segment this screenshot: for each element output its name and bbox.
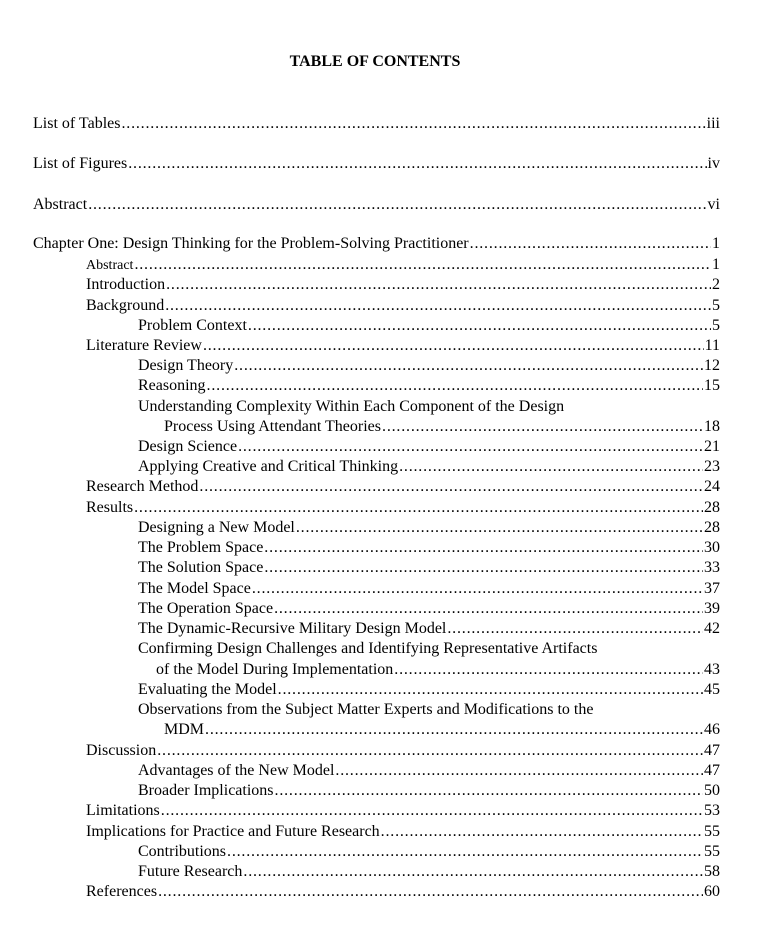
dot-leader: [165, 296, 711, 316]
toc-entry-label: Reasoning: [138, 377, 206, 394]
toc-entry-page: 24: [704, 478, 720, 495]
toc-entry-dynamic-recursive-model[interactable]: [138, 619, 720, 639]
toc-entry-problem-context[interactable]: [138, 316, 720, 336]
toc-entry-page: 21: [704, 438, 720, 455]
toc-entry-label: The Operation Space: [138, 600, 274, 617]
toc-entry-label: Design Theory: [138, 357, 234, 374]
toc-entry-page: 47: [704, 742, 720, 759]
dot-leader: [128, 154, 706, 174]
dot-leader: [274, 599, 703, 619]
page-title: TABLE OF CONTENTS: [289, 53, 461, 70]
toc-entry-page: 5: [712, 297, 720, 314]
toc-entry-page: 58: [704, 863, 720, 880]
dot-leader: [394, 660, 703, 680]
dot-leader: [234, 356, 703, 376]
toc-entry-list-of-tables[interactable]: [33, 114, 720, 134]
dot-leader: [161, 801, 703, 821]
toc-entry-label: Advantages of the New Model: [138, 762, 335, 779]
toc-entry-label: Implications for Practice and Future Research: [86, 823, 380, 840]
dot-leader: [88, 195, 706, 215]
dot-leader: [134, 498, 703, 518]
toc-entry-designing-new-model[interactable]: [138, 518, 720, 538]
dot-leader: [199, 477, 703, 497]
toc-entry-label: Results: [86, 499, 134, 516]
toc-entry-page: 28: [704, 499, 720, 516]
toc-entry-page: 18: [704, 418, 720, 435]
toc-entry-page: 30: [704, 539, 720, 556]
toc-entry-design-theory[interactable]: [138, 356, 720, 376]
dot-leader: [243, 862, 703, 882]
toc-entry-page: 11: [704, 337, 720, 354]
toc-entry-page: 33: [704, 559, 720, 576]
toc-entry-page: 43: [704, 661, 720, 678]
toc-entry-page: 5: [712, 317, 720, 334]
toc-entry-label: Abstract: [33, 196, 88, 213]
toc-entry-confirming-design-challenges[interactable]: Confirming Design Challenges and Identifying Representative Artifacts: [138, 640, 598, 657]
toc-entry-page: 12: [704, 357, 720, 374]
dot-leader: [252, 579, 703, 599]
toc-entry-page: 1: [712, 235, 720, 252]
toc-entry-page: iii: [706, 115, 720, 132]
toc-entry-operation-space[interactable]: [138, 599, 720, 619]
toc-entry-label: Design Science: [138, 438, 238, 455]
toc-entry-creative-critical-thinking[interactable]: [138, 457, 720, 477]
dot-leader: [382, 417, 703, 437]
toc-entry-label: List of Figures: [33, 155, 128, 172]
toc-entry-implications-practice[interactable]: [86, 822, 720, 842]
toc-entry-page: iv: [707, 155, 720, 172]
dot-leader: [238, 437, 703, 457]
toc-entry-problem-space[interactable]: [138, 538, 720, 558]
toc-entry-label: The Solution Space: [138, 559, 264, 576]
toc-entry-abstract[interactable]: [86, 255, 720, 275]
toc-entry-page: 50: [704, 782, 720, 799]
dot-leader: [447, 619, 703, 639]
toc-entry-label: Contributions: [138, 843, 227, 860]
toc-entry-background[interactable]: [86, 296, 720, 316]
toc-entry-page: 45: [704, 681, 720, 698]
toc-entry-label: Introduction: [86, 276, 166, 293]
dot-leader: [296, 518, 703, 538]
dot-leader: [121, 114, 705, 134]
toc-entry-label: The Model Space: [138, 580, 251, 597]
toc-entry-label: List of Tables: [33, 115, 121, 132]
toc-entry-page: 60: [704, 883, 720, 900]
toc-entry-page: 42: [704, 620, 720, 637]
toc-entry-label: Chapter One: Design Thinking for the Problem-Solving Practitioner: [33, 235, 469, 252]
toc-entry-label: The Dynamic-Recursive Military Design Model: [138, 620, 447, 637]
toc-entry-label: Future Research: [138, 863, 243, 880]
toc-entry-literature-review[interactable]: [86, 336, 720, 356]
toc-entry-page: 1: [712, 256, 720, 273]
toc-entry-introduction[interactable]: [86, 275, 720, 295]
toc-entry-observations-cont[interactable]: [164, 720, 720, 740]
toc-entry-list-of-figures[interactable]: [33, 154, 720, 174]
toc-entry-label: Research Method: [86, 478, 199, 495]
toc-entry-model-space[interactable]: [138, 579, 720, 599]
toc-entry-abstract-front[interactable]: [33, 195, 720, 215]
toc-entry-label: Evaluating the Model: [138, 681, 277, 698]
toc-entry-research-method[interactable]: [86, 477, 720, 497]
toc-entry-label: Broader Implications: [138, 782, 274, 799]
dot-leader: [205, 720, 703, 740]
toc-entry-page: 55: [704, 823, 720, 840]
toc-entry-limitations[interactable]: [86, 801, 720, 821]
dot-leader: [158, 882, 703, 902]
dot-leader: [381, 822, 703, 842]
dot-leader: [399, 457, 703, 477]
toc-entry-page: 46: [704, 721, 720, 738]
toc-entry-label: of the Model During Implementation: [156, 661, 394, 678]
toc-entry-discussion[interactable]: [86, 741, 720, 761]
dot-leader: [335, 761, 703, 781]
toc-entry-label: Applying Creative and Critical Thinking: [138, 458, 399, 475]
toc-entry-design-science[interactable]: [138, 437, 720, 457]
toc-entry-page: 15: [704, 377, 720, 394]
dot-leader: [470, 234, 711, 254]
toc-entry-label: MDM: [164, 721, 205, 738]
toc-entry-label: Designing a New Model: [138, 519, 295, 536]
toc-entry-understanding-complexity-cont[interactable]: [164, 417, 720, 437]
toc-entry-label: Limitations: [86, 802, 160, 819]
toc-entry-label: Process Using Attendant Theories: [164, 418, 382, 435]
toc-entry-page: 39: [704, 600, 720, 617]
toc-entry-label: Discussion: [86, 742, 157, 759]
toc-entry-advantages-new-model[interactable]: [138, 761, 720, 781]
dot-leader: [227, 842, 703, 862]
toc-entry-label: Background: [86, 297, 165, 314]
toc-entry-label: The Problem Space: [138, 539, 264, 556]
toc-entry-chapter-one[interactable]: [33, 234, 720, 254]
toc-entry-label: Literature Review: [86, 337, 202, 354]
dot-leader: [275, 781, 703, 801]
toc-entry-solution-space[interactable]: [138, 558, 720, 578]
toc-entry-label: Problem Context: [138, 317, 247, 334]
toc-entry-reasoning[interactable]: [138, 376, 720, 396]
toc-entry-observations[interactable]: Observations from the Subject Matter Experts and Modifications to the: [138, 701, 594, 718]
toc-entry-page: 55: [704, 843, 720, 860]
dot-leader: [166, 275, 711, 295]
toc-entry-label: Abstract: [86, 258, 134, 273]
toc-entry-page: 47: [704, 762, 720, 779]
toc-entry-page: 53: [704, 802, 720, 819]
dot-leader: [278, 680, 703, 700]
toc-entry-confirming-design-challenges-cont[interactable]: [156, 660, 720, 680]
toc-entry-broader-implications[interactable]: [138, 781, 720, 801]
toc-entry-label: References: [86, 883, 158, 900]
toc-entry-page: 37: [704, 580, 720, 597]
toc-entry-understanding-complexity[interactable]: Understanding Complexity Within Each Component of the Design: [138, 398, 565, 415]
toc-entry-contributions[interactable]: [138, 842, 720, 862]
toc-entry-page: vi: [707, 196, 720, 213]
dot-leader: [134, 255, 711, 275]
toc-entry-page: 2: [712, 276, 720, 293]
toc-entry-references[interactable]: [86, 882, 720, 902]
toc-entry-evaluating-model[interactable]: [138, 680, 720, 700]
toc-entry-results[interactable]: [86, 498, 720, 518]
toc-entry-page: 23: [704, 458, 720, 475]
dot-leader: [207, 376, 703, 396]
toc-entry-future-research[interactable]: [138, 862, 720, 882]
dot-leader: [264, 558, 703, 578]
dot-leader: [248, 316, 711, 336]
toc-entry-page: 28: [704, 519, 720, 536]
dot-leader: [264, 538, 703, 558]
dot-leader: [157, 741, 703, 761]
dot-leader: [203, 336, 704, 356]
